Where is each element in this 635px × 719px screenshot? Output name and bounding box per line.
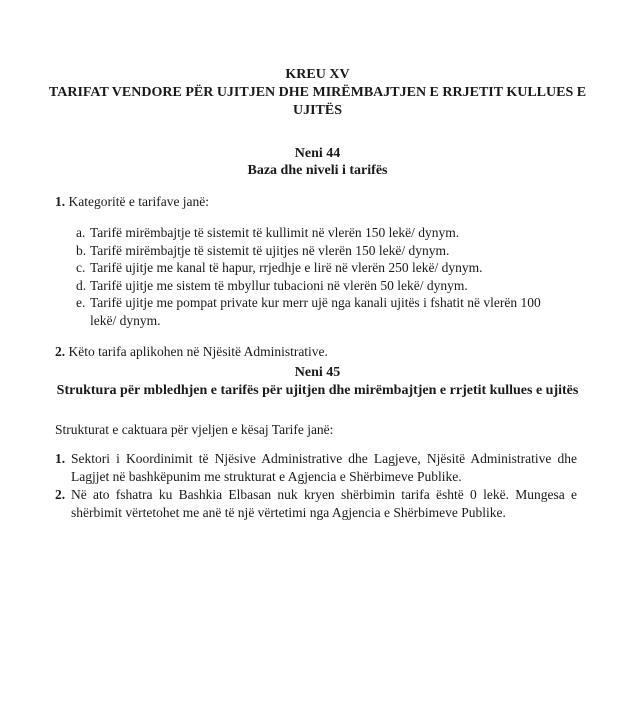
item-number: 1. xyxy=(55,194,66,209)
list-item xyxy=(76,242,566,260)
chapter-title: TARIFAT VENDORE PËR UJITJEN DHE MIRËMBAJTJEN E RRJETIT KULLUES E UJITËS xyxy=(48,85,587,118)
item-text: Kategoritë e tarifave janë: xyxy=(68,194,210,209)
item-number: 1. xyxy=(55,451,66,466)
list-item xyxy=(76,277,566,295)
list-letter: c. xyxy=(76,260,86,276)
chapter-label: KREU XV xyxy=(285,67,350,82)
list-text: Tarifë mirëmbajtje të sistemit të kullimit në vlerën 150 lekë/ dynym. xyxy=(90,225,460,240)
list-text: Tarifë mirëmbajtje të sistemit të ujitjes në vlerën 150 lekë/ dynym. xyxy=(90,242,450,258)
article-45-label: Neni 45 xyxy=(294,365,341,380)
article-44-item-1 xyxy=(55,193,209,211)
article-45-intro: Strukturat e caktuara për vjeljen e kësaj Tarife janë: xyxy=(55,422,334,437)
item-number: 2. xyxy=(55,344,66,359)
item-text: Këto tarifa aplikohen në Njësitë Administrative. xyxy=(68,344,328,359)
list-text: Tarifë ujitje me sistem të mbyllur tubacioni në vlerën 50 lekë/ dynym. xyxy=(90,277,468,293)
list-item xyxy=(55,450,577,486)
list-item xyxy=(55,486,577,522)
list-text: Tarifë ujitje me pompat private kur merr ujë nga kanali ujitës i fshatit në vlerën 100 lekë/ dynym. xyxy=(90,295,541,328)
article-44-subtitle: Baza dhe niveli i tarifës xyxy=(247,163,388,178)
list-letter: a. xyxy=(76,225,86,240)
tariff-categories-list xyxy=(76,224,566,330)
item-text: Sektori i Koordinimit të Njësive Administrative dhe Lagjeve, Njësitë Administrative dhe Lagjjet në bashkëpunim me strukturat e Agjencia e Shërbimeve Publike. xyxy=(71,451,577,484)
article-44-label: Neni 44 xyxy=(294,146,341,161)
list-item xyxy=(76,294,566,329)
list-letter: d. xyxy=(76,277,87,293)
list-letter: b. xyxy=(76,242,87,258)
article-44-item-2 xyxy=(55,343,328,361)
collection-structures-list xyxy=(55,450,577,522)
article-45-subtitle: Struktura për mbledhjen e tarifës për ujitjen dhe mirëmbajtjen e rrjetit kullues e ujitës xyxy=(56,383,579,398)
list-item xyxy=(76,259,566,277)
list-item xyxy=(76,224,566,242)
list-letter: e. xyxy=(76,295,86,311)
item-text: Në ato fshatra ku Bashkia Elbasan nuk kryen shërbimin tarifa është 0 lekë. Mungesa e shërbimit vërtetohet me anë të një vërtetimi nga Agjencia e Shërbimeve Publike. xyxy=(71,487,577,520)
item-number: 2. xyxy=(55,487,66,502)
list-text: Tarifë ujitje me kanal të hapur, rrjedhje e lirë në vlerën 250 lekë/ dynym. xyxy=(90,260,483,276)
